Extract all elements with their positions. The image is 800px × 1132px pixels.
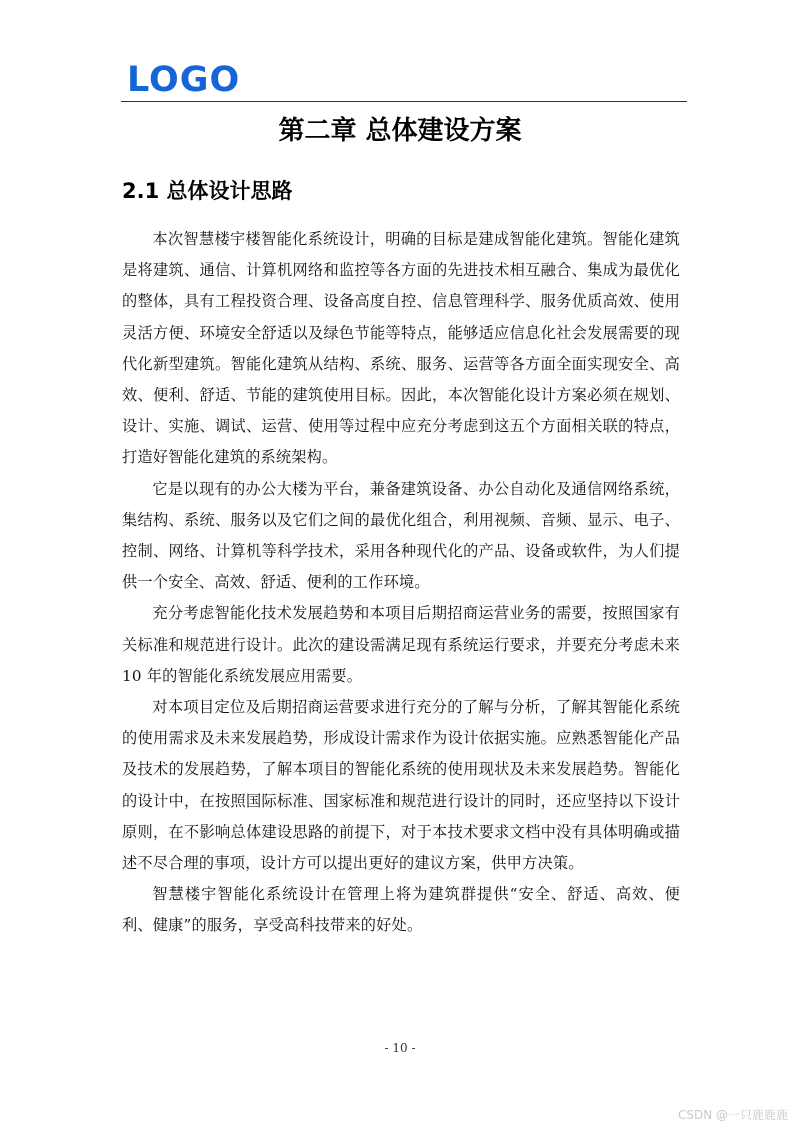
watermark: CSDN @一只鹿鹿鹿 [677,1108,788,1122]
section-title: 2.1 总体设计思路 [122,179,293,203]
paragraph-1: 本次智慧楼宇楼智能化系统设计，明确的目标是建成智能化建筑。智能化建筑是将建筑、通信、计算机网络和监控等各方面的先进技术相互融合、集成为最优化的整体，具有工程投资合理、设备高度自控、信息管理科学、服务优质高效、使用灵活方便、环境安全舒适以及绿色节能等特点，能够适应信息化社会发展需要的现代化新型建筑。智能化建筑从结构、系统、服务、运营等各方面全面实现安全、高效、便利、舒适、节能的建筑使用目标。因此，本次智能化设计方案必须在规划、设计、实施、调试、运营、使用等过程中应充分考虑到这五个方面相关联的特点，打造好智能化建筑的系统架构。 [122,230,680,467]
paragraph-4: 对本项目定位及后期招商运营要求进行充分的了解与分析，了解其智能化系统的使用需求及未来发展趋势，形成设计需求作为设计依据实施。应熟悉智能化产品及技术的发展趋势，了解本项目的智能化系统的使用现状及未来发展趋势。智能化的设计中，在按照国际标准、国家标准和规范进行设计的同时，还应坚持以下设计原则，在不影响总体建设思路的前提下，对于本技术要求文档中没有具体明确或描述不尽合理的事项，设计方可以提出更好的建议方案，供甲方决策。 [122,698,680,873]
logo: LOGO [127,60,241,100]
body-text [122,224,680,942]
page-number: - 10 - [384,1041,416,1055]
header-divider [121,101,687,102]
chapter-title: 第二章 总体建设方案 [278,116,522,146]
paragraph-3: 充分考虑智能化技术发展趋势和本项目后期招商运营业务的需要，按照国家有关标准和规范进行设计。此次的建设需满足现有系统运行要求，并要充分考虑未来 10 年的智能化系统发展应用需要。 [122,604,680,685]
paragraph-5: 智慧楼宇智能化系统设计在管理上将为建筑群提供“安全、舒适、高效、便利、健康”的服务，享受高科技带来的好处。 [122,885,680,935]
paragraph-2: 它是以现有的办公大楼为平台，兼备建筑设备、办公自动化及通信网络系统，集结构、系统、服务以及它们之间的最优化组合，利用视频、音频、显示、电子、控制、网络、计算机等科学技术，采用各种现代化的产品、设备或软件，为人们提供一个安全、高效、舒适、便利的工作环境。 [122,479,680,592]
